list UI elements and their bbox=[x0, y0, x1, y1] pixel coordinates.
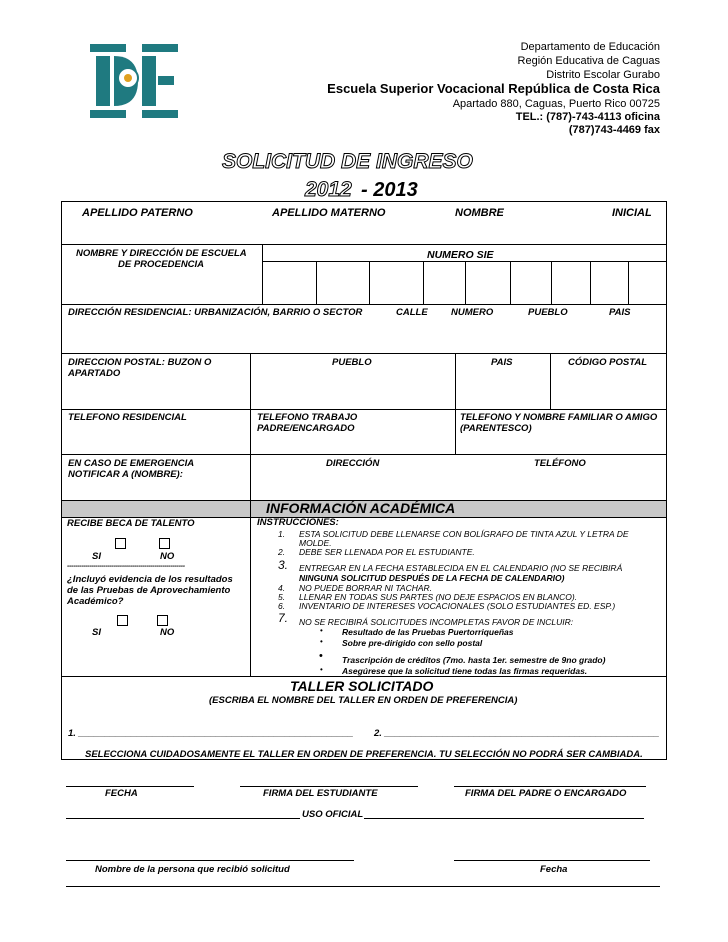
header-tel1: TEL.: (787)-743-4113 oficina bbox=[515, 111, 660, 123]
form-year-start: 2012 bbox=[305, 178, 352, 201]
header-region: Región Educativa de Caguas bbox=[517, 55, 660, 67]
header-dept: Departamento de Educación bbox=[520, 41, 660, 53]
instr-1: ESTA SOLICITUD DEBE LLENARSE CON BOLÍGRAFO DE TINTA AZUL Y LETRA DE bbox=[299, 529, 629, 539]
label-pais: PAIS bbox=[609, 307, 631, 318]
label-numero-sie: NUMERO SIE bbox=[427, 249, 494, 261]
label-firma-padre: FIRMA DEL PADRE O ENCARGADO bbox=[465, 788, 627, 799]
label-evidencia-si: SI bbox=[92, 627, 101, 638]
instr-4: NO PUEDE BORRAR NI TACHAR. bbox=[299, 583, 433, 593]
taller-heading: TALLER SOLICITADO bbox=[290, 678, 434, 694]
label-instrucciones: INSTRUCCIONES: bbox=[257, 517, 339, 528]
label-pueblo: PUEBLO bbox=[528, 307, 568, 318]
label-pais-postal: PAIS bbox=[491, 357, 513, 368]
instr-5: LLENAR EN TODAS SUS PARTES (NO DEJE ESPACIOS EN BLANCO). bbox=[299, 592, 578, 602]
label-padre-encargado: PADRE/ENCARGADO bbox=[257, 423, 355, 434]
taller-opcion-2[interactable]: 2. ____________________________________________________ bbox=[374, 728, 660, 739]
label-escuela-2: DE PROCEDENCIA bbox=[118, 259, 205, 270]
instr-3: ENTREGAR EN LA FECHA ESTABLECIDA EN EL CALENDARIO (NO SE RECIBIRÁ bbox=[299, 563, 623, 573]
instr-num-2: 2. bbox=[278, 547, 286, 557]
instr-num-3: 3. bbox=[278, 558, 289, 572]
label-uso-oficial: USO OFICIAL bbox=[302, 809, 364, 820]
label-notificar: NOTIFICAR A (NOMBRE): bbox=[68, 469, 183, 480]
instr-num-5: 5. bbox=[278, 592, 286, 602]
header-district: Distrito Escolar Gurabo bbox=[546, 69, 660, 81]
label-evidencia-2: de las Pruebas de Aprovechamiento bbox=[67, 585, 231, 596]
beca-no-checkbox[interactable] bbox=[159, 538, 170, 549]
label-emergencia: EN CASO DE EMERGENCIA bbox=[68, 458, 195, 469]
label-evidencia-3: Académico? bbox=[67, 596, 124, 607]
evidencia-si-checkbox[interactable] bbox=[117, 615, 128, 626]
taller-sub: (ESCRIBA EL NOMBRE DEL TALLER EN ORDEN DE PREFERENCIA) bbox=[209, 695, 518, 706]
instr-num-4: 4. bbox=[278, 583, 286, 593]
bullet-icon: • bbox=[320, 637, 323, 646]
instr-3b: NINGUNA SOLICITUD DESPUÉS DE LA FECHA DE CALENDARIO) bbox=[299, 573, 565, 583]
label-pueblo-postal: PUEBLO bbox=[332, 357, 372, 368]
bullet-4: Asegúrese que la solicitud tiene todas las firmas requeridas. bbox=[342, 666, 588, 676]
label-parentesco: (PARENTESCO) bbox=[460, 423, 532, 434]
beca-si-checkbox[interactable] bbox=[115, 538, 126, 549]
bullet-2: Sobre pre-dirigido con sello postal bbox=[342, 638, 483, 648]
header-tel2: (787)743-4469 fax bbox=[568, 124, 660, 136]
label-apellido-paterno: APELLIDO PATERNO bbox=[82, 207, 193, 219]
label-direccion: DIRECCIÓN bbox=[326, 458, 380, 469]
label-tel-trabajo: TELEFONO TRABAJO bbox=[257, 412, 358, 423]
label-beca-talento: RECIBE BECA DE TALENTO bbox=[67, 518, 195, 529]
label-fecha-2: Fecha bbox=[540, 864, 568, 875]
bullet-1: Resultado de las Pruebas Puertorriqueñas bbox=[342, 627, 514, 637]
instr-2: DEBE SER LLENADA POR EL ESTUDIANTE. bbox=[299, 547, 475, 557]
divider-dashes: ---------------------------------------------------------- bbox=[67, 563, 185, 570]
bullet-3: Trascripción de créditos (7mo. hasta 1er. semestre de 9no grado) bbox=[342, 655, 606, 665]
academica-heading: INFORMACIÓN ACADÉMICA bbox=[266, 500, 456, 516]
instr-num-7: 7. bbox=[278, 611, 289, 625]
label-beca-no: NO bbox=[160, 551, 175, 562]
label-telefono: TELÉFONO bbox=[534, 458, 586, 469]
form-year-end: - 2013 bbox=[361, 179, 418, 201]
label-fecha: FECHA bbox=[105, 788, 138, 799]
label-calle: CALLE bbox=[396, 307, 428, 318]
label-escuela: NOMBRE Y DIRECCIÓN DE ESCUELA bbox=[76, 248, 247, 259]
label-evidencia-no: NO bbox=[160, 627, 175, 638]
form-title: SOLICITUD DE INGRESO bbox=[222, 150, 473, 173]
label-evidencia-1: ¿Incluyó evidencia de los resultados bbox=[67, 574, 233, 585]
bullet-icon: • bbox=[319, 650, 323, 662]
label-codigo-postal: CÓDIGO POSTAL bbox=[568, 357, 647, 368]
label-numero: NUMERO bbox=[451, 307, 494, 318]
label-dir-postal: DIRECCION POSTAL: BUZON O bbox=[68, 357, 212, 368]
taller-opcion-1[interactable]: 1. ____________________________________________________ bbox=[68, 728, 354, 739]
bullet-icon: • bbox=[320, 626, 323, 635]
school-logo bbox=[90, 42, 178, 120]
header-school: Escuela Superior Vocacional República de Costa Rica bbox=[327, 81, 660, 96]
label-nombre: NOMBRE bbox=[455, 207, 504, 219]
label-firma-estudiante: FIRMA DEL ESTUDIANTE bbox=[263, 788, 378, 799]
label-tel-residencial: TELEFONO RESIDENCIAL bbox=[68, 412, 187, 423]
label-persona-recibio: Nombre de la persona que recibió solicitud bbox=[95, 864, 290, 875]
label-tel-familiar: TELEFONO Y NOMBRE FAMILIAR O AMIGO bbox=[460, 412, 658, 423]
instr-6: INVENTARIO DE INTERESES VOCACIONALES (SOLO ESTUDIANTES ED. ESP.) bbox=[299, 601, 616, 611]
instr-7: NO SE RECIBIRÁ SOLICITUDES INCOMPLETAS FAVOR DE INCLUIR: bbox=[299, 617, 574, 627]
label-apellido-materno: APELLIDO MATERNO bbox=[272, 207, 386, 219]
taller-note: SELECCIONA CUIDADOSAMENTE EL TALLER EN ORDEN DE PREFERENCIA. TU SELECCIÓN NO PODRÁ SER CAMBIADA. bbox=[85, 749, 643, 760]
label-dir-residencial: DIRECCIÓN RESIDENCIAL: URBANIZACIÓN, BARRIO O SECTOR bbox=[68, 307, 363, 318]
label-apartado: APARTADO bbox=[68, 368, 121, 379]
label-beca-si: SI bbox=[92, 551, 101, 562]
instr-num-6: 6. bbox=[278, 601, 286, 611]
bullet-icon: • bbox=[320, 665, 323, 674]
evidencia-no-checkbox[interactable] bbox=[157, 615, 168, 626]
label-inicial: INICIAL bbox=[612, 207, 652, 219]
instr-1b: MOLDE. bbox=[299, 538, 332, 548]
instr-num-1: 1. bbox=[278, 529, 286, 539]
header-address: Apartado 880, Caguas, Puerto Rico 00725 bbox=[452, 98, 660, 110]
